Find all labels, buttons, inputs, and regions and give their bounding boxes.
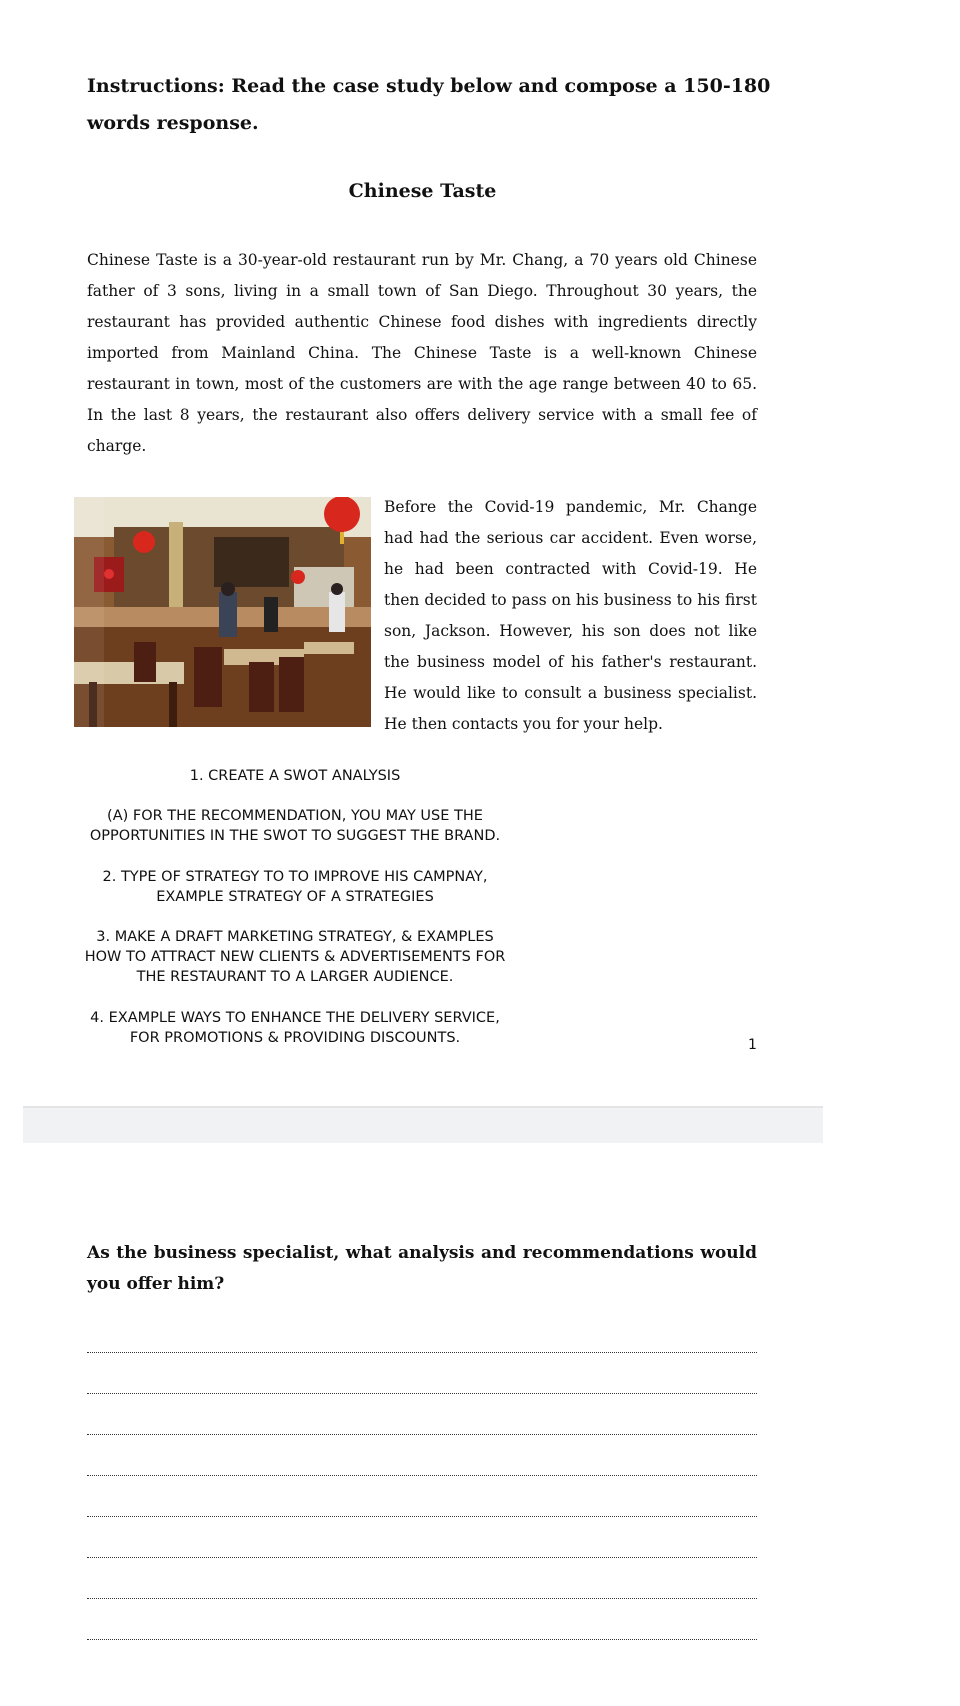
task-3 xyxy=(50,927,540,987)
instructions-heading: Instructions: Read the case study below and compose a 150-180 words response. xyxy=(87,75,771,134)
page-separator xyxy=(23,1106,823,1143)
task-line: 1. CREATE A SWOT ANALYSIS xyxy=(189,768,401,784)
task-line: HOW TO ATTRACT NEW CLIENTS & ADVERTISEMENTS FOR xyxy=(84,949,506,965)
task-1a xyxy=(50,806,540,846)
answer-line xyxy=(87,1639,757,1640)
side-paragraph: Before the Covid-19 pandemic, Mr. Change had had the serious car accident. Even worse, he had been contracted with Covid-19. He then decided to pass on his business to his first son, Jackson. However, his son does not like the business model of his father's restaurant. He would like to consult a business specialist. He then contacts you for your help. xyxy=(384,498,757,733)
intro-paragraph: Chinese Taste is a 30-year-old restaurant run by Mr. Chang, a 70 years old Chinese father of 3 sons, living in a small town of San Diego. Throughout 30 years, the restaurant has provided authentic Chinese food dishes with ingredients directly imported from Mainland China. The Chinese Taste is a well-known Chinese restaurant in town, most of the customers are with the age range between 40 to 65. In the last 8 years, the restaurant also offers delivery service with a small fee of charge. xyxy=(87,251,757,455)
task-line: 4. EXAMPLE WAYS TO ENHANCE THE DELIVERY SERVICE, xyxy=(90,1010,500,1026)
task-line: 2. TYPE OF STRATEGY TO TO IMPROVE HIS CAMPNAY, xyxy=(102,869,488,885)
answer-line xyxy=(87,1598,757,1599)
task-line: FOR PROMOTIONS & PROVIDING DISCOUNTS. xyxy=(129,1030,461,1046)
task-line: OPPORTUNITIES IN THE SWOT TO SUGGEST THE BRAND. xyxy=(89,828,501,844)
answer-line xyxy=(87,1516,757,1517)
case-study-title: Chinese Taste xyxy=(348,180,497,202)
restaurant-photo xyxy=(74,497,371,727)
answer-line xyxy=(87,1434,757,1435)
task-line: 3. MAKE A DRAFT MARKETING STRATEGY, & EXAMPLES xyxy=(96,929,494,945)
task-line: EXAMPLE STRATEGY OF A STRATEGIES xyxy=(156,889,434,905)
task-1 xyxy=(50,766,540,786)
answer-line xyxy=(87,1393,757,1394)
task-line: THE RESTAURANT TO A LARGER AUDIENCE. xyxy=(136,969,454,985)
answer-line xyxy=(87,1352,757,1353)
answer-line xyxy=(87,1475,757,1476)
task-4 xyxy=(50,1008,540,1048)
task-2 xyxy=(50,867,540,907)
answer-line xyxy=(87,1557,757,1558)
task-line: (A) FOR THE RECOMMENDATION, YOU MAY USE THE xyxy=(107,808,483,824)
question-prompt: As the business specialist, what analysis and recommendations would you offer him? xyxy=(87,1243,757,1294)
page-number: 1 xyxy=(748,1037,757,1053)
